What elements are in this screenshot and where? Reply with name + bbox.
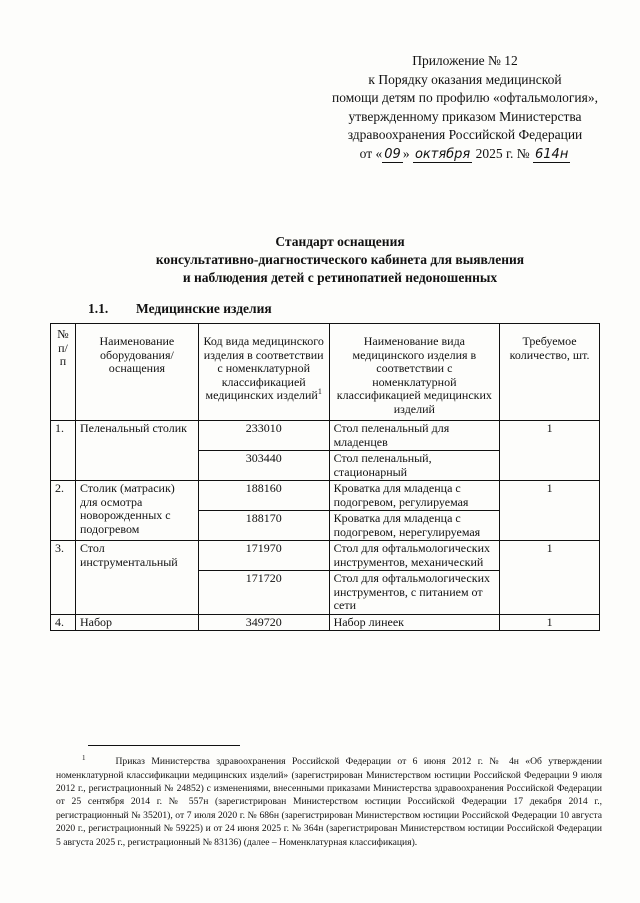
row-code: 188170	[198, 511, 329, 541]
section-heading	[88, 301, 272, 317]
table-row	[51, 614, 600, 631]
section-number: 1.1.	[88, 301, 109, 316]
footnote-divider	[88, 745, 240, 746]
handwritten-number: 614н	[535, 146, 569, 162]
title-line: и наблюдения детей с ретинопатией недоношенных	[182, 270, 498, 285]
appendix-title: Приложение № 12	[412, 53, 518, 68]
row-name: Стол инструментальный	[75, 541, 198, 615]
row-num: 4.	[51, 614, 76, 631]
table-header-row	[51, 324, 600, 421]
footnote-number: 1	[82, 754, 86, 762]
date-year: 2025 г. №	[475, 145, 530, 161]
date-mid: »	[402, 145, 410, 161]
date-prefix: от «	[359, 145, 383, 161]
appendix-line: помощи детям по профилю «офтальмология»,	[332, 90, 598, 105]
row-kind: Стол пеленальный, стационарный	[329, 451, 500, 481]
footnote	[56, 752, 602, 849]
row-kind: Кроватка для младенца с подогревом, регулируемая	[329, 481, 500, 511]
table-row	[51, 541, 600, 571]
header-name: Наименование оборудования/ оснащения	[75, 324, 198, 421]
appendix-line: здравоохранения Российской Федерации	[347, 127, 583, 142]
row-code: 188160	[198, 481, 329, 511]
row-code: 171720	[198, 571, 329, 615]
row-qty: 1	[500, 421, 600, 481]
row-name: Пеленальный столик	[75, 421, 198, 481]
footnote-text: Приказ Министерства здравоохранения Российской Федерации от 6 июня 2012 г. № 4н «Об утверждении номенклатурной классификации медицинских изделий» (зарегистрирован Министерством юстиции Российской Федерации 9 июля 2012 г., регистрационный № 24852) с изменениями, внесенными приказами Министерства здравоохранения Российской Федерации от 25 сентября 2014 г. № 557н (зарегистрирован Министерством юстиции Российской Федерации 17 декабря 2014 г., регистрационный № 35201), от 7 июля 2020 г. № 686н (зарегистрирован Министерством юстиции Российской Федерации 10 августа 2020 г., регистрационный № 59225) и от 24 июня 2025 г. № 364н (зарегистрирован Министерством юстиции Российской Федерации 5 августа 2025 г., регистрационный № 83136) (далее – Номенклатурная классификация).	[56, 756, 602, 848]
row-name: Столик (матрасик) для осмотра новорожденных с подогревом	[75, 481, 198, 541]
row-code: 303440	[198, 451, 329, 481]
title-line: Стандарт оснащения	[275, 234, 405, 249]
appendix-line: к Порядку оказания медицинской	[368, 71, 562, 87]
document-title	[60, 233, 620, 287]
row-kind: Набор линеек	[329, 614, 500, 631]
title-line: консультативно-диагностического кабинета для выявления	[155, 252, 525, 267]
appendix-line: утвержденному приказом Министерства	[348, 108, 582, 124]
handwritten-month: октября	[414, 146, 471, 162]
row-kind: Стол для офтальмологических инструментов, механический	[329, 541, 500, 571]
appendix-date-line	[300, 145, 630, 164]
row-qty: 1	[500, 614, 600, 631]
table-row	[51, 481, 600, 511]
footnote-mark: 1	[317, 387, 322, 396]
equipment-table	[50, 323, 600, 631]
row-qty: 1	[500, 541, 600, 615]
row-code: 171970	[198, 541, 329, 571]
row-qty: 1	[500, 481, 600, 541]
row-code: 233010	[198, 421, 329, 451]
row-code: 349720	[198, 614, 329, 631]
header-kind: Наименование вида медицинского изделия в соответствии с номенклатурной классификацией медицинских изделий	[329, 324, 500, 421]
row-num: 1.	[51, 421, 76, 481]
table-row	[51, 421, 600, 451]
header-code-text: Код вида медицинского изделия в соответствии с номенклатурной классификацией медицинских изделий	[203, 334, 324, 402]
appendix-header	[300, 52, 630, 163]
row-num: 3.	[51, 541, 76, 615]
header-qty: Требуемое количество, шт.	[500, 324, 600, 421]
handwritten-day: 09	[384, 146, 401, 162]
row-num: 2.	[51, 481, 76, 541]
header-num: № п/п	[51, 324, 76, 421]
row-kind: Кроватка для младенца с подогревом, нерегулируемая	[329, 511, 500, 541]
header-code	[198, 324, 329, 421]
row-kind: Стол для офтальмологических инструментов, с питанием от сети	[329, 571, 500, 615]
row-name: Набор	[75, 614, 198, 631]
row-kind: Стол пеленальный для младенцев	[329, 421, 500, 451]
section-name: Медицинские изделия	[136, 301, 272, 316]
